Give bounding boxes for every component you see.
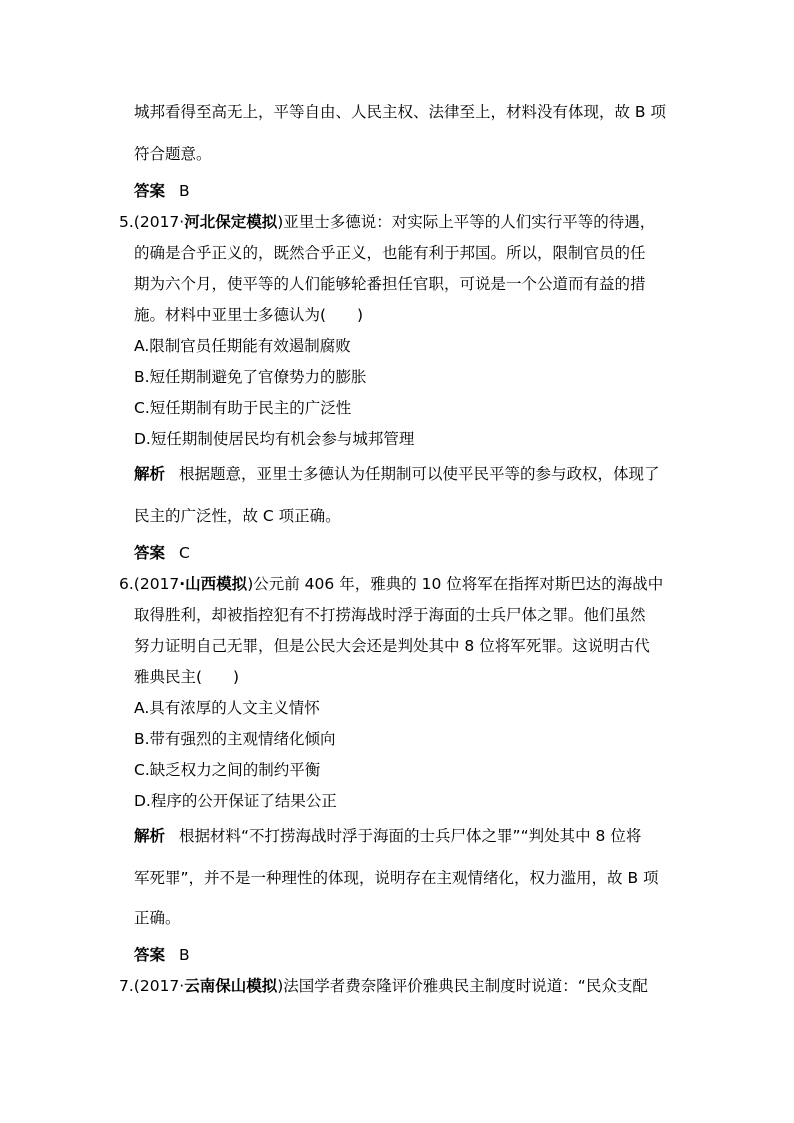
analysis-label: 解析 bbox=[134, 465, 166, 483]
question-number: 5. bbox=[119, 213, 134, 231]
option-d: D.程序的公开保证了结果公正 bbox=[134, 792, 337, 810]
analysis-line: 正确。 bbox=[134, 909, 181, 927]
option-b: B.带有强烈的主观情绪化倾向 bbox=[134, 730, 336, 748]
answer-value: C bbox=[179, 544, 190, 562]
answer-line bbox=[134, 181, 190, 201]
question-number: 7. bbox=[119, 977, 134, 995]
option-c: C.缺乏权力之间的制约平衡 bbox=[134, 761, 321, 779]
question-stem-line bbox=[119, 976, 648, 996]
answer-value: B bbox=[179, 182, 190, 200]
option-b: B.短任期制避免了官僚势力的膨胀 bbox=[134, 368, 367, 386]
question-stem-line bbox=[119, 212, 655, 232]
question-stem-text: 公元前 406 年，雅典的 10 位将军在指挥对斯巴达的海战中 bbox=[253, 575, 664, 593]
answer-line bbox=[134, 945, 190, 965]
option-a: A.限制官员任期能有效遏制腐败 bbox=[134, 337, 351, 355]
question-source-close: ) bbox=[247, 575, 254, 593]
question-stem-line: 施。材料中亚里士多德认为( ) bbox=[134, 306, 364, 324]
question-stem-text: 法国学者费奈隆评价雅典民主制度时说道：“民众支配 bbox=[283, 977, 648, 995]
question-source: 云南保山模拟 bbox=[184, 977, 278, 995]
answer-value: B bbox=[179, 946, 190, 964]
analysis-line: 符合题意。 bbox=[134, 145, 212, 163]
question-stem-line: 雅典民主( ) bbox=[134, 668, 240, 686]
analysis-text: 根据材料“不打捞海战时浮于海面的士兵尸体之罪”“判处其中 8 位将 bbox=[179, 827, 642, 845]
option-d: D.短任期制使居民均有机会参与城邦管理 bbox=[134, 430, 415, 448]
answer-label: 答案 bbox=[134, 544, 166, 562]
question-stem-line: 期为六个月，使平等的人们能够轮番担任官职，可说是一个公道而有益的措 bbox=[134, 275, 646, 293]
question-source-open: (2017 bbox=[133, 575, 180, 593]
analysis-line bbox=[134, 464, 660, 484]
question-stem-line: 取得胜利，却被指控犯有不打捞海战时浮于海面的士兵尸体之罪。他们虽然 bbox=[134, 606, 646, 624]
question-source-open: (2017· bbox=[133, 977, 185, 995]
question-source: ·山西模拟 bbox=[179, 575, 248, 593]
analysis-text: 根据题意，亚里士多德认为任期制可以使平民平等的参与政权，体现了 bbox=[179, 465, 660, 483]
analysis-line: 军死罪”，并不是一种理性的体现，说明存在主观情绪化，权力滥用，故 B 项 bbox=[134, 869, 659, 887]
question-stem-line: 努力证明自己无罪，但是公民大会还是判处其中 8 位将军死罪。这说明古代 bbox=[134, 637, 650, 655]
answer-label: 答案 bbox=[134, 946, 166, 964]
analysis-line: 民主的广泛性，故 C 项正确。 bbox=[134, 507, 341, 525]
question-source-close: ) bbox=[277, 977, 284, 995]
question-stem-line: 的确是合乎正义的，既然合乎正义，也能有利于邦国。所以，限制官员的任 bbox=[134, 244, 646, 262]
analysis-label: 解析 bbox=[134, 827, 166, 845]
question-number: 6. bbox=[119, 575, 134, 593]
question-source: 河北保定模拟 bbox=[184, 213, 278, 231]
answer-label: 答案 bbox=[134, 182, 166, 200]
analysis-line: 城邦看得至高无上，平等自由、人民主权、法律至上，材料没有体现，故 B 项 bbox=[134, 103, 666, 121]
question-source-open: (2017· bbox=[133, 213, 185, 231]
question-stem-text: 亚里士多德说：对实际上平等的人们实行平等的待遇， bbox=[283, 213, 656, 231]
answer-line bbox=[134, 543, 190, 563]
question-stem-line bbox=[119, 574, 663, 594]
question-source-close: ) bbox=[277, 213, 284, 231]
analysis-line bbox=[134, 826, 641, 846]
option-c: C.短任期制有助于民主的广泛性 bbox=[134, 399, 352, 417]
option-a: A.具有浓厚的人文主义情怀 bbox=[134, 699, 320, 717]
